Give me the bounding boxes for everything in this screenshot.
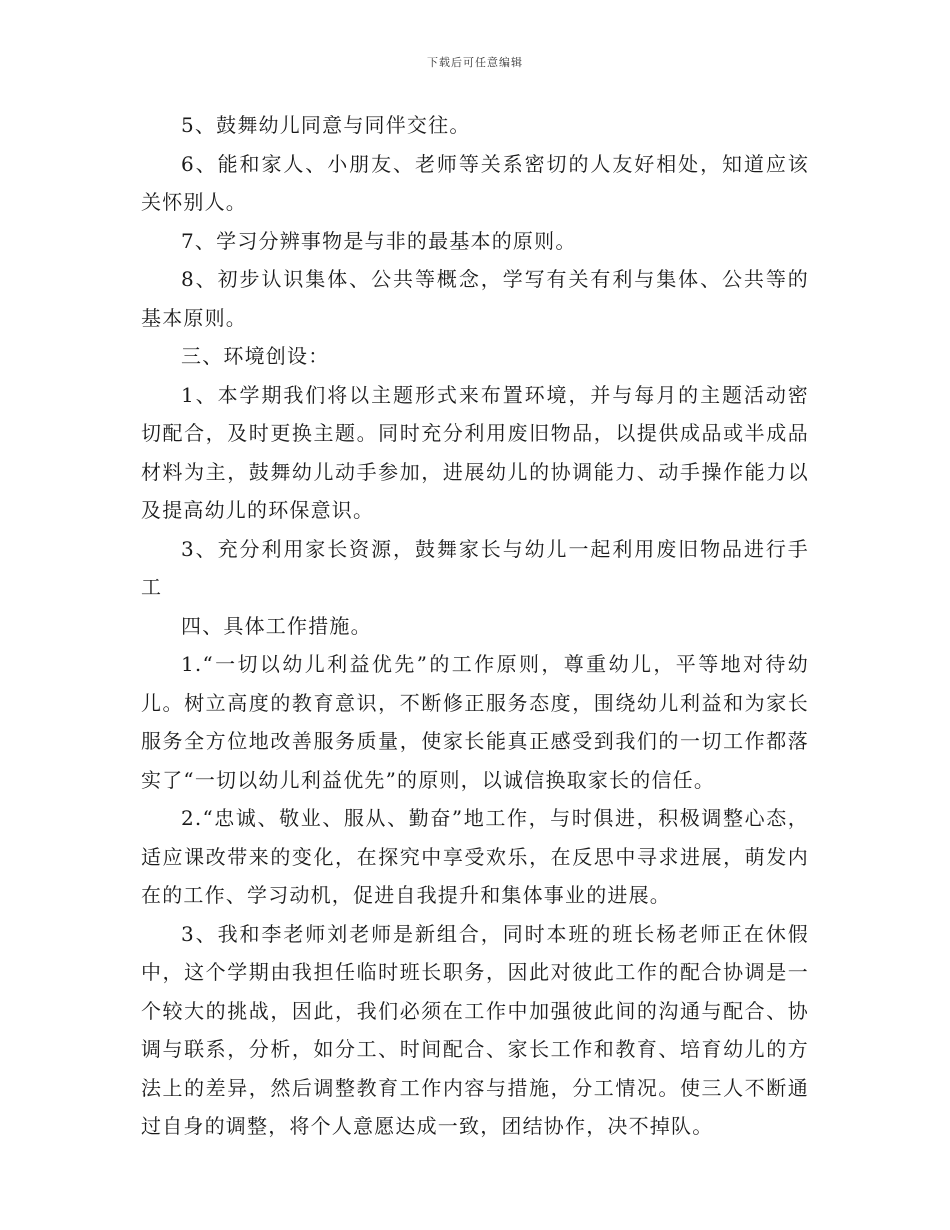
section-heading-measures: 四、具体工作措施。 [181,613,372,638]
section-heading-environment: 三、环境创设： [181,344,330,368]
document-body [141,106,809,1146]
paragraph-item-5: 5、鼓舞幼儿同意与同伴交往。 [181,113,471,137]
paragraph-measure-2: 2.“忠诚、敬业、服从、勤奋”地工作，与时俱进，积极调整心态，适应课改带来的变化，在探究中享受欢乐，在反思中寻求进展，萌发内在的工作、学习动机，促进自我提升和集体事业的进展。 [141,806,809,907]
paragraph-item-6: 6、能和家人、小朋友、老师等关系密切的人友好相处，知道应该关怀别人。 [141,151,809,214]
paragraph-measure-3: 3、我和李老师刘老师是新组合，同时本班的班长杨老师正在休假中，这个学期由我担任临时班长职务，因此对彼此工作的配合协调是一个较大的挑战，因此，我们必须在工作中加强彼此间的沟通与配合、协调与联系，分析，如分工、时间配合、家长工作和教育、培育幼儿的方法上的差异，然后调整教育工作内容与措施，分工情况。使三人不断通过自身的调整，将个人意愿达成一致，团结协作，决不掉队。 [141,921,809,1138]
paragraph-environment-1: 1、本学期我们将以主题形式来布置环境，并与每月的主题活动密切配合，及时更换主题。同时充分利用废旧物品，以提供成品或半成品材料为主，鼓舞幼儿动手参加，进展幼儿的协调能力、动手操作能力以及提高幼儿的环保意识。 [141,382,809,522]
paragraph-environment-3: 3、充分利用家长资源，鼓舞家长与幼儿一起利用废旧物品进行手工 [141,536,809,599]
paragraph-item-8: 8、初步认识集体、公共等概念，学写有关有利与集体、公共等的基本原则。 [141,267,809,330]
paragraph-measure-1: 1.“一切以幼儿利益优先”的工作原则，尊重幼儿，平等地对待幼儿。树立高度的教育意识，不断修正服务态度，围绕幼儿利益和为家长服务全方位地改善服务质量，使家长能真正感受到我们的一切工作都落实了“一切以幼儿利益优先”的原则，以诚信换取家长的信任。 [141,652,809,792]
paragraph-item-7: 7、学习分辨事物是与非的最基本的原则。 [181,228,577,253]
page-header: 下载后可任意编辑 [427,56,523,69]
